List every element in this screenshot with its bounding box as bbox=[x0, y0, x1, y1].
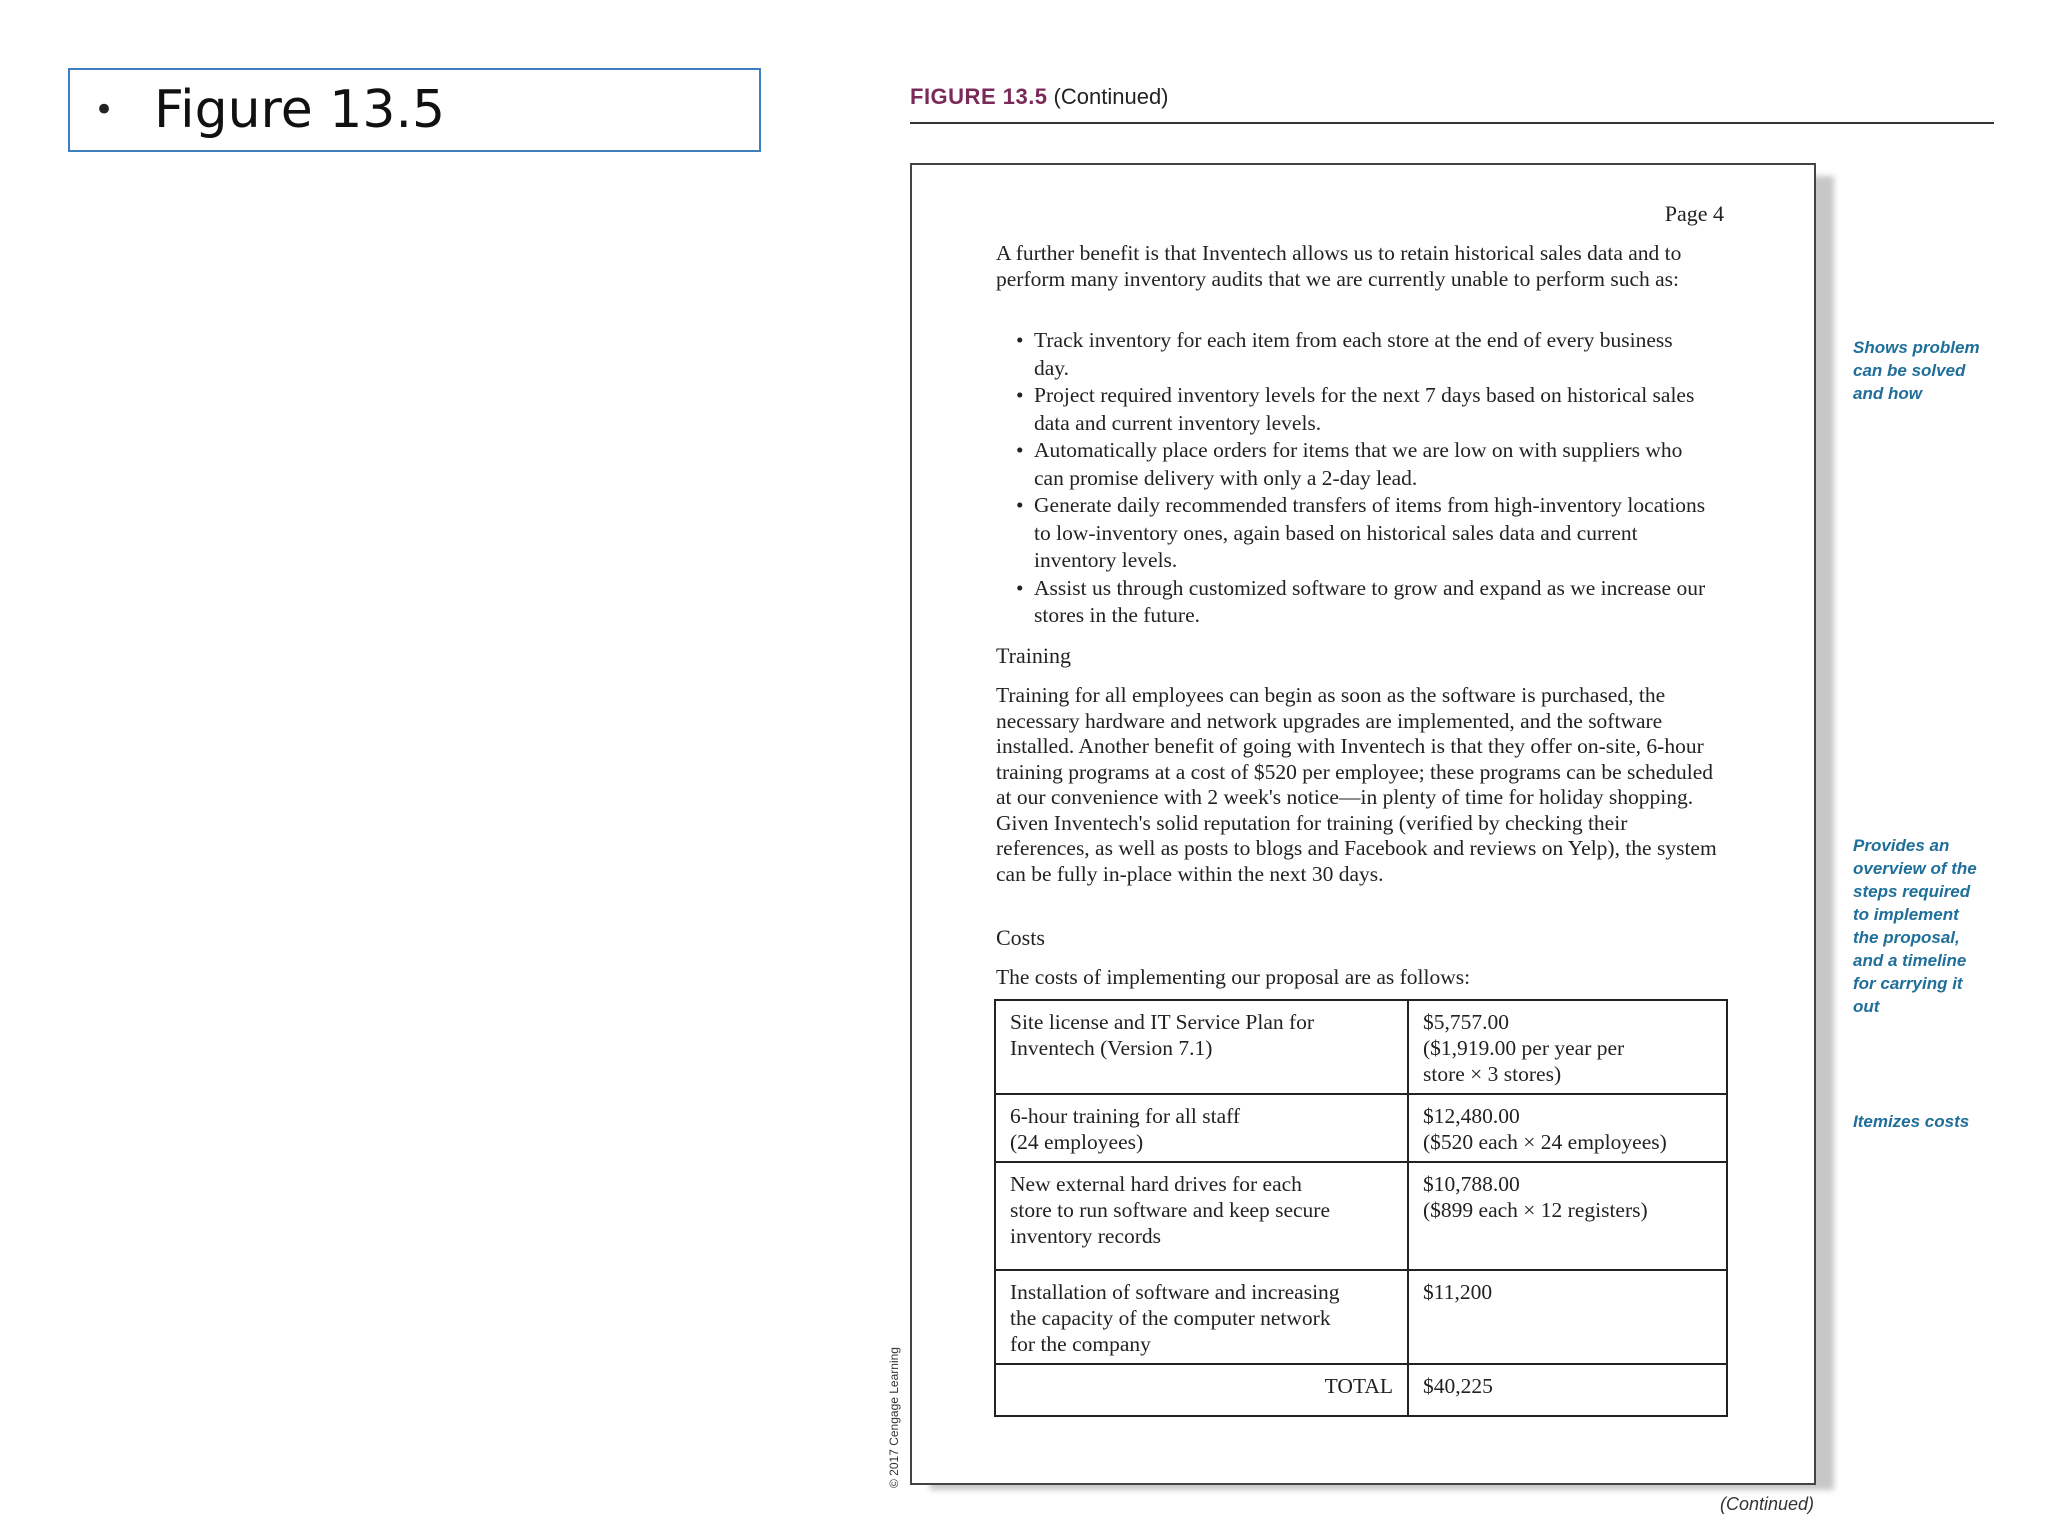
cost-amount-line: store × 3 stores) bbox=[1423, 1062, 1562, 1086]
document-page bbox=[910, 163, 1816, 1485]
slide-title-bullet: • bbox=[94, 90, 115, 130]
cost-description-line: (24 employees) bbox=[1010, 1130, 1144, 1154]
annotation-line: Shows problem bbox=[1853, 338, 1980, 357]
audit-bullet-list bbox=[1016, 327, 1706, 630]
annotation-line: and a timeline bbox=[1853, 951, 1967, 970]
figure-caption bbox=[910, 84, 1169, 110]
costs-intro: The costs of implementing our proposal are as follows: bbox=[996, 965, 1471, 989]
training-heading: Training bbox=[996, 643, 1071, 668]
cost-description-cell bbox=[995, 1270, 1408, 1364]
total-amount-cell: $40,225 bbox=[1408, 1364, 1727, 1416]
table-row bbox=[995, 1094, 1727, 1162]
cost-amount-line: $12,480.00 bbox=[1423, 1104, 1520, 1128]
figure-rule bbox=[910, 122, 1994, 124]
table-row bbox=[995, 1364, 1727, 1416]
cost-amount-line: ($520 each × 24 employees) bbox=[1423, 1130, 1667, 1154]
slide-title-box bbox=[68, 68, 761, 152]
figure-label: FIGURE 13.5 bbox=[910, 84, 1048, 109]
annotation-line: for carrying it bbox=[1853, 974, 1963, 993]
list-item: • Project required inventory levels for the next 7 days based on historical sales data and current inventory levels. bbox=[1016, 382, 1706, 437]
cost-description-cell bbox=[995, 1000, 1408, 1094]
annotation-itemizes-costs bbox=[1853, 1110, 2013, 1133]
training-paragraph: Training for all employees can begin as soon as the software is purchased, the necessary hardware and network upgrades are implemented, and the software installed. Another benefit of going with Inventech is that they offer on-site, 6-hour training programs at a cost of $520 per employee; these programs can be scheduled at our convenience with 2 week's notice—in plenty of time for holiday shopping. Given Inventech's solid reputation for training (verified by checking their references, as well as posts to blogs and Facebook and reviews on Yelp), the system can be fully in-place within the next 30 days. bbox=[996, 683, 1717, 886]
annotation-overview-steps bbox=[1853, 834, 2013, 1018]
cost-table bbox=[994, 999, 1728, 1417]
intro-paragraph: A further benefit is that Inventech allows us to retain historical sales data and to perform many inventory audits that we are currently unable to perform such as: bbox=[996, 241, 1682, 291]
cost-amount-cell bbox=[1408, 1094, 1727, 1162]
continued-footer: (Continued) bbox=[1720, 1494, 1815, 1514]
list-item: • Track inventory for each item from each store at the end of every business day. bbox=[1016, 327, 1706, 382]
annotation-problem-solved bbox=[1853, 336, 2013, 405]
costs-heading: Costs bbox=[996, 925, 1045, 950]
list-item: • Automatically place orders for items that we are low on with suppliers who can promise delivery with only a 2-day lead. bbox=[1016, 437, 1706, 492]
cost-amount-line: ($899 each × 12 registers) bbox=[1423, 1198, 1648, 1222]
annotation-line: to implement bbox=[1853, 905, 1959, 924]
figure-continued-label: (Continued) bbox=[1053, 84, 1169, 109]
cost-description-line: for the company bbox=[1010, 1332, 1151, 1356]
annotation-line: steps required bbox=[1853, 882, 1971, 901]
cost-description-line: the capacity of the computer network bbox=[1010, 1306, 1331, 1330]
cost-description-line: 6-hour training for all staff bbox=[1010, 1104, 1241, 1128]
total-label-cell: TOTAL bbox=[995, 1364, 1408, 1416]
cost-description-line: Site license and IT Service Plan for bbox=[1010, 1010, 1315, 1034]
annotation-line: can be solved bbox=[1853, 361, 1966, 380]
annotation-line: out bbox=[1853, 997, 1880, 1016]
table-row bbox=[995, 1000, 1727, 1094]
annotation-line: and how bbox=[1853, 384, 1922, 403]
cost-amount-cell bbox=[1408, 1162, 1727, 1270]
annotation-line: overview of the bbox=[1853, 859, 1977, 878]
cost-description-line: store to run software and keep secure bbox=[1010, 1198, 1330, 1222]
cost-description-line: inventory records bbox=[1010, 1224, 1162, 1248]
cost-amount-line: $10,788.00 bbox=[1423, 1172, 1520, 1196]
page-number: Page 4 bbox=[1664, 201, 1724, 226]
annotation-line: Provides an bbox=[1853, 836, 1950, 855]
cost-amount-cell bbox=[1408, 1000, 1727, 1094]
cost-description-line: New external hard drives for each bbox=[1010, 1172, 1302, 1196]
cost-amount-cell bbox=[1408, 1270, 1727, 1364]
annotation-line: Itemizes costs bbox=[1853, 1112, 1970, 1131]
table-row bbox=[995, 1162, 1727, 1270]
cost-amount-line: $11,200 bbox=[1423, 1280, 1493, 1304]
slide-title: Figure 13.5 bbox=[154, 80, 446, 140]
cost-description-cell bbox=[995, 1094, 1408, 1162]
table-row bbox=[995, 1270, 1727, 1364]
annotation-line: the proposal, bbox=[1853, 928, 1960, 947]
list-item: • Assist us through customized software to grow and expand as we increase our stores in the future. bbox=[1016, 575, 1706, 630]
cost-amount-line: $5,757.00 bbox=[1423, 1010, 1509, 1034]
cost-description-line: Installation of software and increasing bbox=[1010, 1280, 1340, 1304]
list-item: • Generate daily recommended transfers of items from high-inventory locations to low-inventory ones, again based on historical sales data and current inventory levels. bbox=[1016, 492, 1706, 575]
cost-description-line: Inventech (Version 7.1) bbox=[1010, 1036, 1213, 1060]
copyright-notice: © 2017 Cengage Learning bbox=[887, 1347, 901, 1488]
cost-amount-line: ($1,919.00 per year per bbox=[1423, 1036, 1625, 1060]
cost-description-cell bbox=[995, 1162, 1408, 1270]
